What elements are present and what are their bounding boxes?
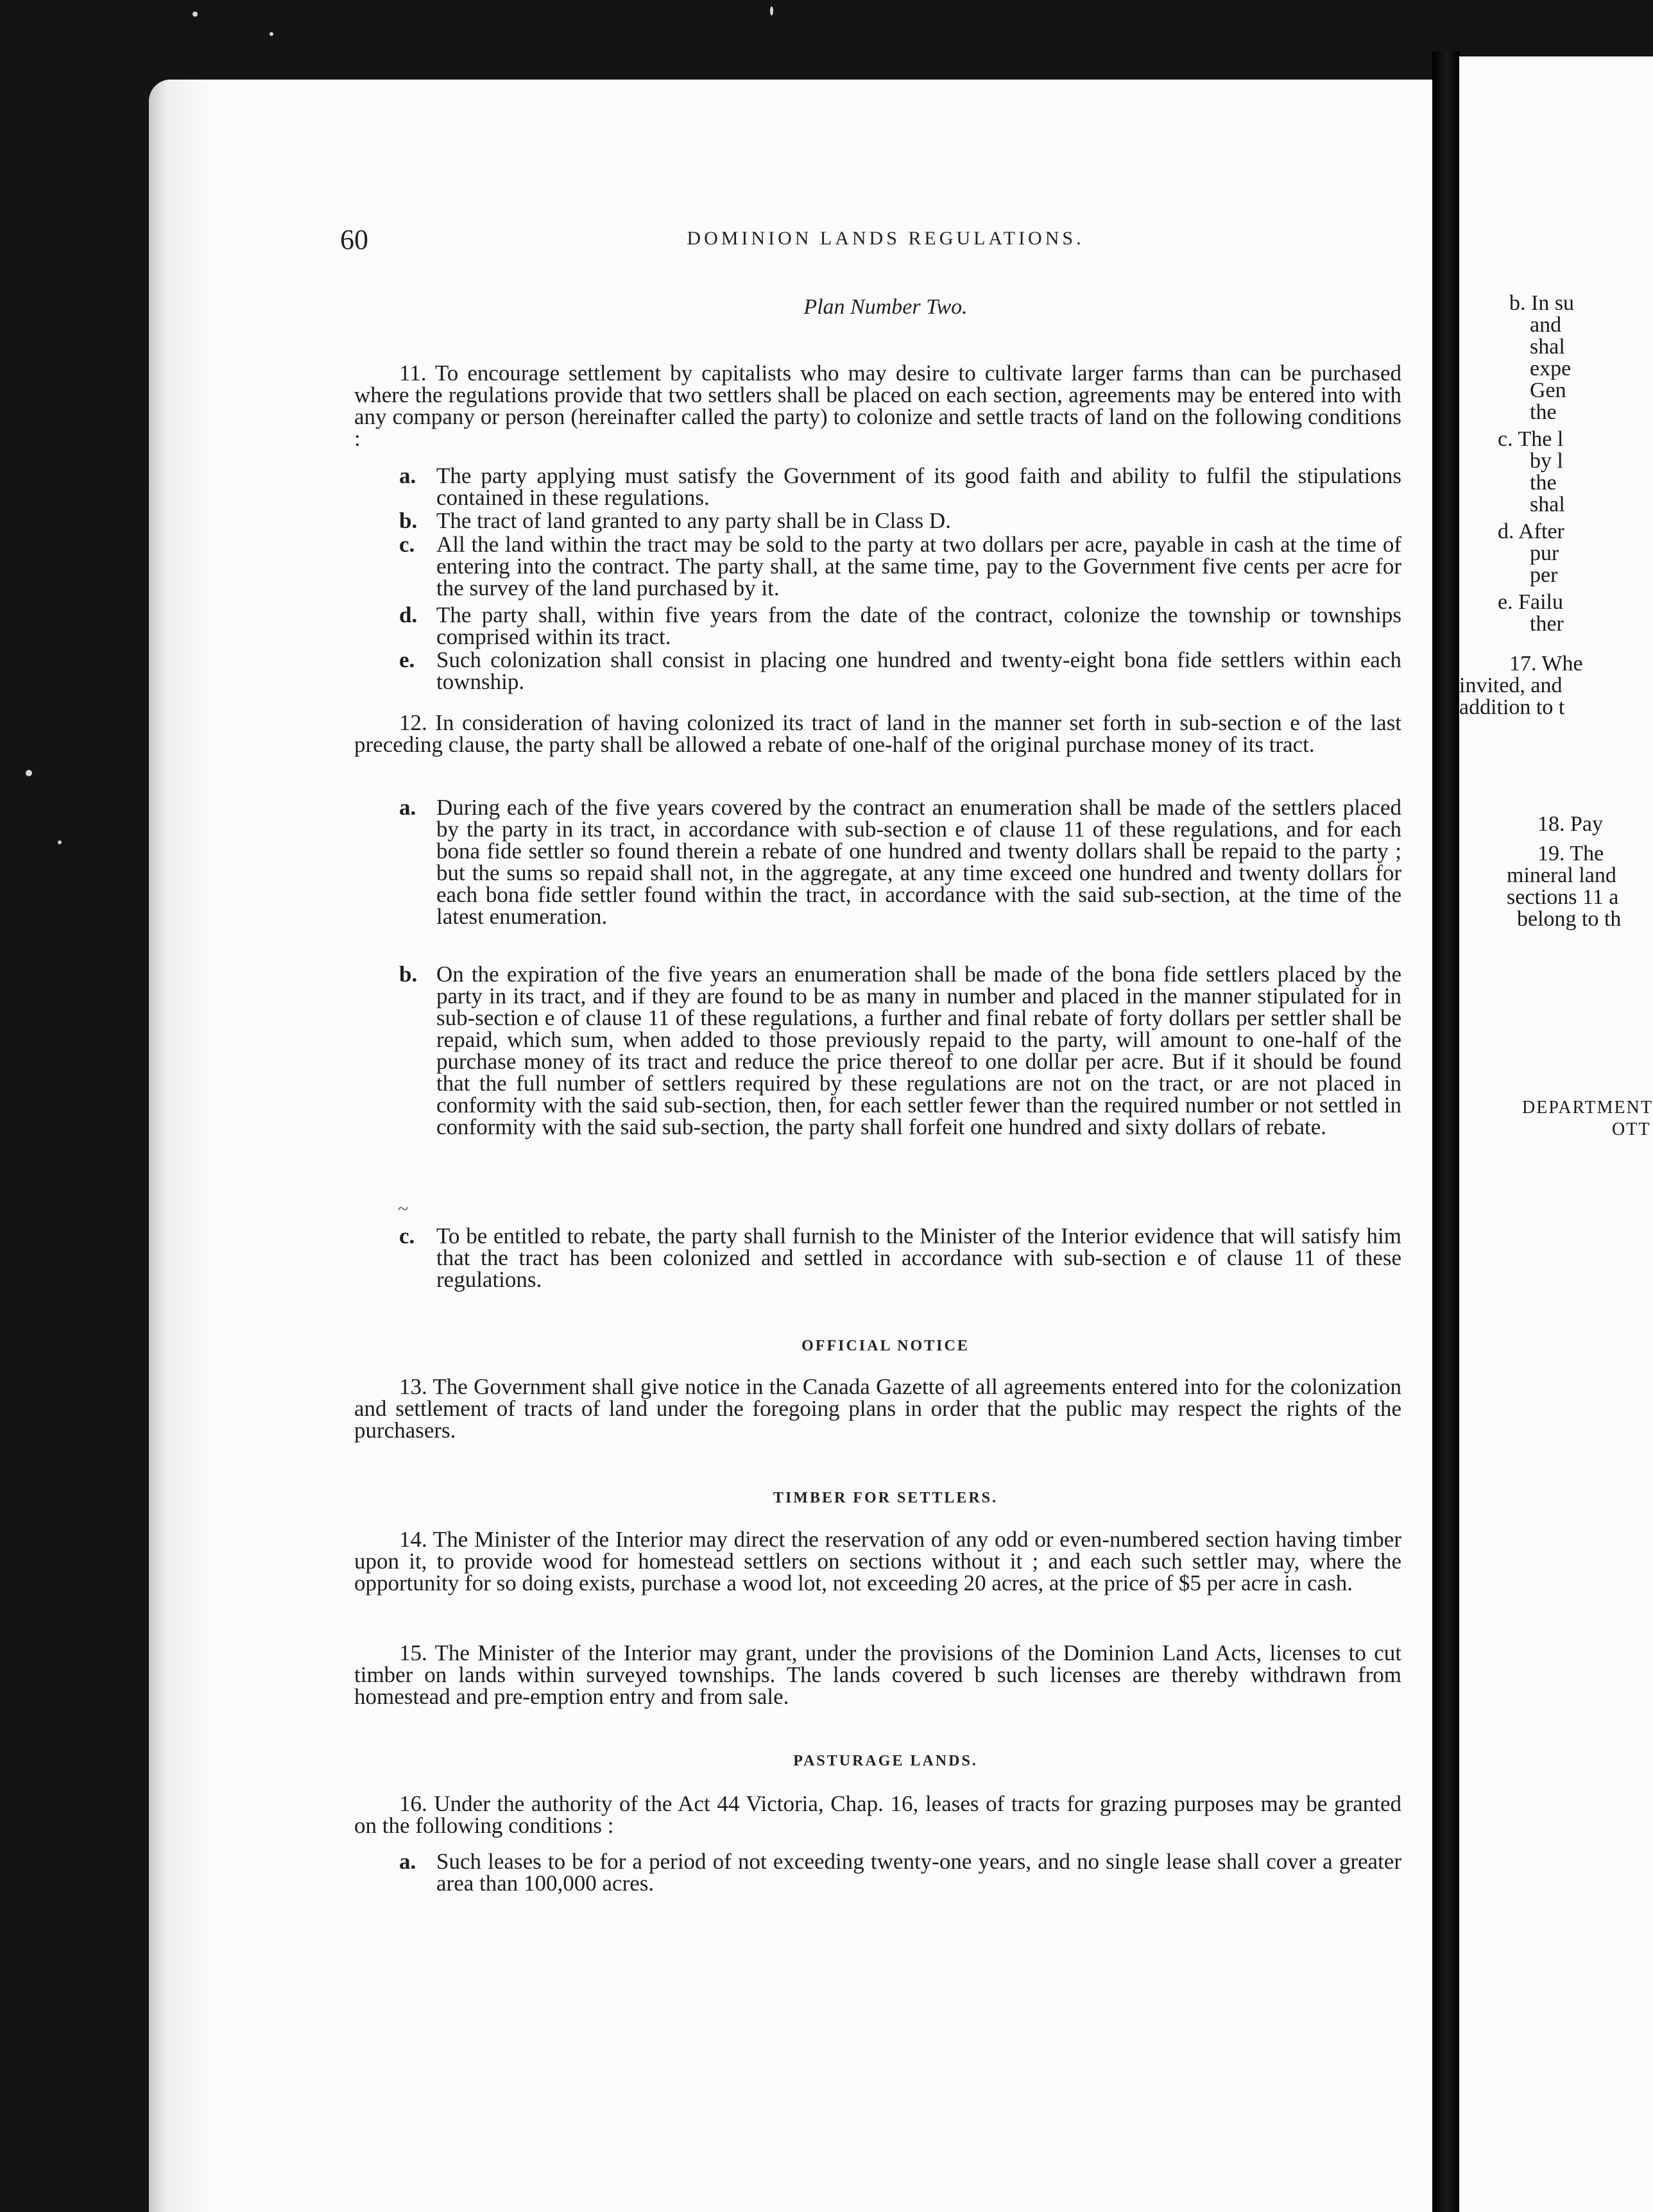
right-fragment: invited, and <box>1459 674 1563 697</box>
clause-text: To be entitled to rebate, the party shall furnish to the Minister of the Interior evidence that will satisfy him that the tract has been colonized and settled in accordance with sub-section e of clause 11 of these regulations. <box>436 1223 1401 1292</box>
right-fragment: per <box>1530 563 1558 587</box>
right-fragment: 18. Pay <box>1537 812 1603 836</box>
clause-label: a. <box>399 1849 416 1874</box>
paragraph-14: 14. The Minister of the Interior may direct the reservation of any odd or even-numbered section having timber upon it, to provide wood for homestead settlers on sections without it ; and each such settler may, where the opportunity for so doing exists, purchase a wood lot, not exceeding 20 acres, at the price of $5 per acre in cash. <box>354 1527 1401 1595</box>
clause-label: a. <box>399 795 416 820</box>
clause-text: On the expiration of the five years an enumeration shall be made of the bona fide settlers placed by the party in its tract, and if they are found to be as many in number and placed in the manner stipulated for in sub-section e of clause 11 of these regulations, a further and final rebate of forty dollars per settler shall be repaid, which sum, when added to those previously repaid to the party, will amount to one-half of the purchase money of its tract and reduce the price thereof to one dollar per acre. But if it should be found that the full number of settlers required by these regulations are not on the tract, or are not placed in conformity with the said sub-section, then, for each settler fewer than the required number or not settled in conformity with the said sub-section, the party shall forfeit one hundred and sixty dollars of rebate. <box>436 962 1401 1139</box>
clause-text: Such leases to be for a period of not exceeding twenty-one years, and no single lease shall cover a greater area than 100,000 acres. <box>436 1849 1401 1896</box>
scan-speck <box>193 12 198 17</box>
right-page-fragment <box>1459 56 1653 2212</box>
paragraph-15: 15. The Minister of the Interior may grant, under the provisions of the Dominion Land Acts, licenses to cut timber on lands within surveyed townships. The lands covered b such licenses are thereby withdrawn from homestead and pre-emption entry and from sale. <box>354 1640 1401 1709</box>
clause-label: b. <box>399 508 418 533</box>
page-binding-shadow <box>149 80 208 2212</box>
clause-text: All the land within the tract may be sold to the party at two dollars per acre, payable in cash at the time of entering into the contract. The party shall, at the same time, pay to the Government five cents per acre for the survey of the land purchased by it. <box>436 532 1401 600</box>
clause-text: The party applying must satisfy the Government of its good faith and ability to fulfil the stipulations contained in these regulations. <box>436 463 1401 510</box>
paragraph-11: 11. To encourage settlement by capitalists who may desire to cultivate larger farms than can be purchased where the regulations provide that two settlers shall be placed on each section, agreements may be entered into with any company or person (hereinafter called the party) to colonize and settle tracts of land on the following conditions : <box>354 361 1401 451</box>
scan-speck <box>58 840 62 844</box>
clause-11-d <box>399 602 1401 649</box>
clause-12-b <box>399 962 1401 1139</box>
right-fragment: the <box>1530 400 1557 424</box>
heading-official-notice: OFFICIAL NOTICE <box>801 1338 970 1354</box>
running-head: DOMINION LANDS REGULATIONS. <box>687 228 1084 249</box>
clause-label: a. <box>399 463 416 488</box>
scan-speck <box>26 770 32 776</box>
right-fragment: d. After <box>1498 520 1564 543</box>
right-fragment: pur <box>1530 541 1559 565</box>
right-fragment: c. The l <box>1498 427 1564 451</box>
paragraph-16: 16. Under the authority of the Act 44 Victoria, Chap. 16, leases of tracts for grazing purposes may be granted on the following conditions : <box>354 1791 1401 1838</box>
clause-11-e <box>399 647 1401 694</box>
right-fragment: OTT <box>1612 1119 1651 1139</box>
right-fragment: and <box>1530 313 1562 337</box>
clause-label: e. <box>399 647 415 672</box>
right-fragment: belong to th <box>1517 907 1622 931</box>
page-number: 60 <box>340 224 368 255</box>
right-fragment: sections 11 a <box>1507 885 1619 909</box>
right-fragment: DEPARTMENT <box>1522 1098 1653 1118</box>
right-fragment: b. In su <box>1509 291 1575 315</box>
right-fragment: shal <box>1530 335 1565 359</box>
right-fragment: the <box>1530 471 1557 495</box>
scan-speck <box>770 6 773 15</box>
clause-11-a <box>399 463 1401 510</box>
clause-label: d. <box>399 602 418 627</box>
paragraph-12: 12. In consideration of having colonized its tract of land in the manner set forth in sub-section e of the last preceding clause, the party shall be allowed a rebate of one-half of the original purchase money of its tract. <box>354 710 1401 757</box>
clause-16-a <box>399 1849 1401 1896</box>
right-fragment: shal <box>1530 493 1565 516</box>
heading-timber: TIMBER FOR SETTLERS. <box>773 1490 998 1506</box>
book-gutter <box>1432 51 1459 2212</box>
right-fragment: ther <box>1530 612 1564 636</box>
clause-text: Such colonization shall consist in placing one hundred and twenty-eight bona fide settlers within each township. <box>436 647 1401 694</box>
section-subtitle: Plan Number Two. <box>803 295 968 319</box>
paragraph-13: 13. The Government shall give notice in the Canada Gazette of all agreements entered into for the colonization and settlement of tracts of land under the foregoing plans in order that the public may respect the rights of the purchasers. <box>354 1374 1401 1443</box>
clause-label: c. <box>399 532 415 557</box>
clause-text: The party shall, within five years from the date of the contract, colonize the township or townships comprised within its tract. <box>436 602 1401 649</box>
right-fragment: Gen <box>1530 379 1566 402</box>
right-fragment: 17. Whe <box>1509 652 1583 676</box>
clause-text: During each of the five years covered by the contract an enumeration shall be made of the settlers placed by the party in its tract, in accordance with sub-section e of clause 11 of these regulations, and for each bona fide settler so found therein a rebate of one hundred and twenty dollars shall be repaid to the party ; but the sums so repaid shall not, in the aggregate, at any time exceed one hundred and twenty dollars for each bona fide settler found within the tract, in accordance with the said sub-section, at the time of the latest enumeration. <box>436 795 1401 929</box>
clause-12-a <box>399 795 1401 929</box>
clause-11-b <box>399 508 1401 533</box>
right-fragment: expe <box>1530 357 1572 380</box>
clause-text: The tract of land granted to any party shall be in Class D. <box>436 508 951 533</box>
right-fragment: 19. The <box>1537 842 1604 865</box>
clause-12-c <box>399 1223 1401 1292</box>
right-fragment: by l <box>1530 449 1563 473</box>
right-fragment: addition to t <box>1459 695 1565 719</box>
right-fragment: e. Failu <box>1498 590 1563 614</box>
clause-11-c <box>399 532 1401 600</box>
right-fragment: mineral land <box>1507 864 1616 887</box>
heading-pasturage: PASTURAGE LANDS. <box>793 1753 978 1769</box>
clause-label: c. <box>399 1223 415 1248</box>
clause-label: b. <box>399 962 418 987</box>
scan-speck <box>270 32 273 36</box>
margin-pencil-mark: ~ <box>398 1198 409 1220</box>
